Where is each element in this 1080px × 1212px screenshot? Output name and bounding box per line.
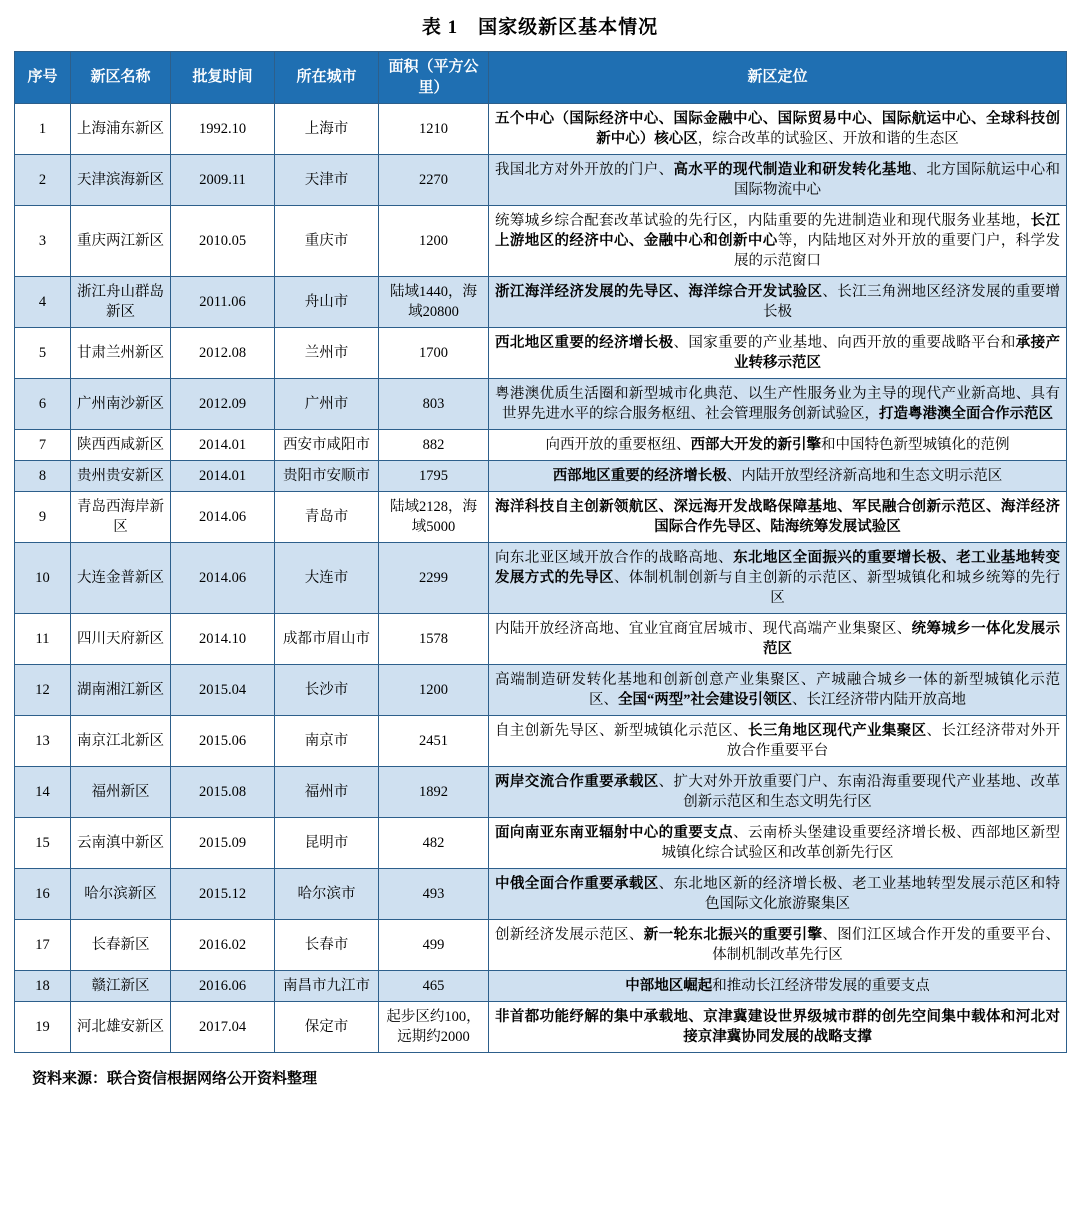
cell-no: 19 bbox=[15, 1002, 71, 1053]
cell-no: 7 bbox=[15, 430, 71, 461]
cell-date: 2016.02 bbox=[171, 920, 275, 971]
cell-area: 1200 bbox=[379, 206, 489, 277]
cell-date: 2015.09 bbox=[171, 818, 275, 869]
cell-date: 2015.12 bbox=[171, 869, 275, 920]
cell-city: 上海市 bbox=[275, 104, 379, 155]
cell-city: 兰州市 bbox=[275, 328, 379, 379]
source-note: 资料来源：联合资信根据网络公开资料整理 bbox=[32, 1071, 318, 1088]
cell-date: 2015.06 bbox=[171, 716, 275, 767]
cell-area: 1578 bbox=[379, 614, 489, 665]
cell-positioning: 自主创新先导区、新型城镇化示范区、长三角地区现代产业集聚区、长江经济带对外开放合作重要平台 bbox=[489, 716, 1067, 767]
table-row bbox=[15, 543, 1067, 614]
cell-area: 起步区约100，远期约2000 bbox=[379, 1002, 489, 1053]
cell-name: 浙江舟山群岛新区 bbox=[71, 277, 171, 328]
cell-name: 上海浦东新区 bbox=[71, 104, 171, 155]
cell-no: 16 bbox=[15, 869, 71, 920]
column-header-date: 批复时间 bbox=[171, 52, 275, 104]
cell-area: 1700 bbox=[379, 328, 489, 379]
cell-no: 13 bbox=[15, 716, 71, 767]
cell-name: 赣江新区 bbox=[71, 971, 171, 1002]
cell-name: 河北雄安新区 bbox=[71, 1002, 171, 1053]
cell-city: 广州市 bbox=[275, 379, 379, 430]
cell-date: 2015.08 bbox=[171, 767, 275, 818]
cell-no: 6 bbox=[15, 379, 71, 430]
cell-city: 青岛市 bbox=[275, 492, 379, 543]
cell-city: 成都市眉山市 bbox=[275, 614, 379, 665]
table-row bbox=[15, 665, 1067, 716]
table-row bbox=[15, 1002, 1067, 1053]
cell-name: 湖南湘江新区 bbox=[71, 665, 171, 716]
table-row bbox=[15, 920, 1067, 971]
cell-no: 3 bbox=[15, 206, 71, 277]
table-row bbox=[15, 492, 1067, 543]
cell-date: 2014.01 bbox=[171, 430, 275, 461]
cell-date: 2012.08 bbox=[171, 328, 275, 379]
column-header-area: 面积（平方公里） bbox=[379, 52, 489, 104]
cell-positioning: 粤港澳优质生活圈和新型城市化典范、以生产性服务业为主导的现代产业新高地、具有世界先进水平的综合服务枢纽、社会管理服务创新试验区，打造粤港澳全面合作示范区 bbox=[489, 379, 1067, 430]
cell-city: 长沙市 bbox=[275, 665, 379, 716]
national-new-areas-table bbox=[14, 51, 1067, 1053]
cell-no: 15 bbox=[15, 818, 71, 869]
cell-city: 保定市 bbox=[275, 1002, 379, 1053]
cell-name: 长春新区 bbox=[71, 920, 171, 971]
cell-date: 2014.06 bbox=[171, 492, 275, 543]
cell-date: 2014.10 bbox=[171, 614, 275, 665]
cell-city: 大连市 bbox=[275, 543, 379, 614]
cell-name: 云南滇中新区 bbox=[71, 818, 171, 869]
cell-positioning: 向西开放的重要枢纽、西部大开发的新引擎和中国特色新型城镇化的范例 bbox=[489, 430, 1067, 461]
table-title: 表 1 国家级新区基本情况 bbox=[421, 17, 659, 38]
cell-positioning: 中俄全面合作重要承载区、东北地区新的经济增长极、老工业基地转型发展示范区和特色国际文化旅游聚集区 bbox=[489, 869, 1067, 920]
table-row bbox=[15, 379, 1067, 430]
cell-positioning: 西部地区重要的经济增长极、内陆开放型经济新高地和生态文明示范区 bbox=[489, 461, 1067, 492]
cell-no: 10 bbox=[15, 543, 71, 614]
cell-name: 甘肃兰州新区 bbox=[71, 328, 171, 379]
table-row bbox=[15, 277, 1067, 328]
cell-no: 1 bbox=[15, 104, 71, 155]
column-header-name: 新区名称 bbox=[71, 52, 171, 104]
table-row bbox=[15, 104, 1067, 155]
table-row bbox=[15, 818, 1067, 869]
cell-positioning: 西北地区重要的经济增长极、国家重要的产业基地、向西开放的重要战略平台和承接产业转移示范区 bbox=[489, 328, 1067, 379]
cell-area: 陆域2128，海域5000 bbox=[379, 492, 489, 543]
table-row bbox=[15, 869, 1067, 920]
cell-positioning: 两岸交流合作重要承载区、扩大对外开放重要门户、东南沿海重要现代产业基地、改革创新示范区和生态文明先行区 bbox=[489, 767, 1067, 818]
cell-city: 南京市 bbox=[275, 716, 379, 767]
cell-name: 陕西西咸新区 bbox=[71, 430, 171, 461]
cell-positioning: 面向南亚东南亚辐射中心的重要支点、云南桥头堡建设重要经济增长极、西部地区新型城镇化综合试验区和改革创新先行区 bbox=[489, 818, 1067, 869]
cell-name: 哈尔滨新区 bbox=[71, 869, 171, 920]
cell-positioning: 向东北亚区域开放合作的战略高地、东北地区全面振兴的重要增长极、老工业基地转变发展方式的先导区、体制机制创新与自主创新的示范区、新型城镇化和城乡统筹的先行区 bbox=[489, 543, 1067, 614]
cell-no: 17 bbox=[15, 920, 71, 971]
table-row bbox=[15, 155, 1067, 206]
cell-area: 499 bbox=[379, 920, 489, 971]
cell-area: 2451 bbox=[379, 716, 489, 767]
cell-name: 重庆两江新区 bbox=[71, 206, 171, 277]
cell-area: 1210 bbox=[379, 104, 489, 155]
cell-date: 2017.04 bbox=[171, 1002, 275, 1053]
cell-city: 天津市 bbox=[275, 155, 379, 206]
cell-date: 1992.10 bbox=[171, 104, 275, 155]
cell-positioning: 中部地区崛起和推动长江经济带发展的重要支点 bbox=[489, 971, 1067, 1002]
cell-name: 大连金普新区 bbox=[71, 543, 171, 614]
cell-no: 5 bbox=[15, 328, 71, 379]
cell-city: 西安市咸阳市 bbox=[275, 430, 379, 461]
cell-no: 14 bbox=[15, 767, 71, 818]
cell-date: 2012.09 bbox=[171, 379, 275, 430]
cell-name: 贵州贵安新区 bbox=[71, 461, 171, 492]
cell-area: 803 bbox=[379, 379, 489, 430]
table-header bbox=[15, 52, 1067, 104]
cell-name: 天津滨海新区 bbox=[71, 155, 171, 206]
cell-area: 1200 bbox=[379, 665, 489, 716]
cell-city: 哈尔滨市 bbox=[275, 869, 379, 920]
cell-area: 陆域1440，海域20800 bbox=[379, 277, 489, 328]
cell-city: 南昌市九江市 bbox=[275, 971, 379, 1002]
cell-positioning: 五个中心（国际经济中心、国际金融中心、国际贸易中心、国际航运中心、全球科技创新中心）核心区，综合改革的试验区、开放和谐的生态区 bbox=[489, 104, 1067, 155]
cell-area: 482 bbox=[379, 818, 489, 869]
cell-positioning: 非首都功能纾解的集中承载地、京津冀建设世界级城市群的创先空间集中载体和河北对接京津冀协同发展的战略支撑 bbox=[489, 1002, 1067, 1053]
table-row bbox=[15, 716, 1067, 767]
cell-no: 8 bbox=[15, 461, 71, 492]
table-row bbox=[15, 430, 1067, 461]
cell-name: 四川天府新区 bbox=[71, 614, 171, 665]
column-header-city: 所在城市 bbox=[275, 52, 379, 104]
cell-no: 18 bbox=[15, 971, 71, 1002]
column-header-no: 序号 bbox=[15, 52, 71, 104]
table-header-row bbox=[15, 52, 1067, 104]
cell-positioning: 内陆开放经济高地、宜业宜商宜居城市、现代高端产业集聚区、统筹城乡一体化发展示范区 bbox=[489, 614, 1067, 665]
cell-date: 2015.04 bbox=[171, 665, 275, 716]
cell-no: 11 bbox=[15, 614, 71, 665]
cell-city: 重庆市 bbox=[275, 206, 379, 277]
cell-positioning: 浙江海洋经济发展的先导区、海洋综合开发试验区、长江三角洲地区经济发展的重要增长极 bbox=[489, 277, 1067, 328]
cell-area: 493 bbox=[379, 869, 489, 920]
cell-city: 贵阳市安顺市 bbox=[275, 461, 379, 492]
cell-no: 2 bbox=[15, 155, 71, 206]
cell-area: 465 bbox=[379, 971, 489, 1002]
cell-city: 舟山市 bbox=[275, 277, 379, 328]
cell-positioning: 高端制造研发转化基地和创新创意产业集聚区、产城融合城乡一体的新型城镇化示范区、全国“两型”社会建设引领区、长江经济带内陆开放高地 bbox=[489, 665, 1067, 716]
cell-city: 福州市 bbox=[275, 767, 379, 818]
cell-date: 2016.06 bbox=[171, 971, 275, 1002]
cell-name: 南京江北新区 bbox=[71, 716, 171, 767]
cell-no: 4 bbox=[15, 277, 71, 328]
cell-area: 2299 bbox=[379, 543, 489, 614]
cell-name: 福州新区 bbox=[71, 767, 171, 818]
cell-city: 昆明市 bbox=[275, 818, 379, 869]
cell-positioning: 创新经济发展示范区、新一轮东北振兴的重要引擎、图们江区域合作开发的重要平台、体制机制改革先行区 bbox=[489, 920, 1067, 971]
cell-date: 2011.06 bbox=[171, 277, 275, 328]
cell-date: 2009.11 bbox=[171, 155, 275, 206]
cell-area: 2270 bbox=[379, 155, 489, 206]
cell-no: 12 bbox=[15, 665, 71, 716]
column-header-positioning: 新区定位 bbox=[489, 52, 1067, 104]
cell-positioning: 我国北方对外开放的门户、高水平的现代制造业和研发转化基地、北方国际航运中心和国际物流中心 bbox=[489, 155, 1067, 206]
table-row bbox=[15, 614, 1067, 665]
cell-area: 1795 bbox=[379, 461, 489, 492]
table-row bbox=[15, 767, 1067, 818]
cell-name: 广州南沙新区 bbox=[71, 379, 171, 430]
table-body bbox=[15, 104, 1067, 1053]
table-row bbox=[15, 461, 1067, 492]
cell-no: 9 bbox=[15, 492, 71, 543]
cell-positioning: 海洋科技自主创新领航区、深远海开发战略保障基地、军民融合创新示范区、海洋经济国际合作先导区、陆海统筹发展试验区 bbox=[489, 492, 1067, 543]
table-row bbox=[15, 206, 1067, 277]
cell-date: 2014.06 bbox=[171, 543, 275, 614]
cell-positioning: 统筹城乡综合配套改革试验的先行区，内陆重要的先进制造业和现代服务业基地，长江上游地区的经济中心、金融中心和创新中心等，内陆地区对外开放的重要门户，科学发展的示范窗口 bbox=[489, 206, 1067, 277]
table-row bbox=[15, 328, 1067, 379]
cell-date: 2014.01 bbox=[171, 461, 275, 492]
cell-area: 882 bbox=[379, 430, 489, 461]
cell-date: 2010.05 bbox=[171, 206, 275, 277]
cell-city: 长春市 bbox=[275, 920, 379, 971]
table-row bbox=[15, 971, 1067, 1002]
cell-name: 青岛西海岸新区 bbox=[71, 492, 171, 543]
cell-area: 1892 bbox=[379, 767, 489, 818]
